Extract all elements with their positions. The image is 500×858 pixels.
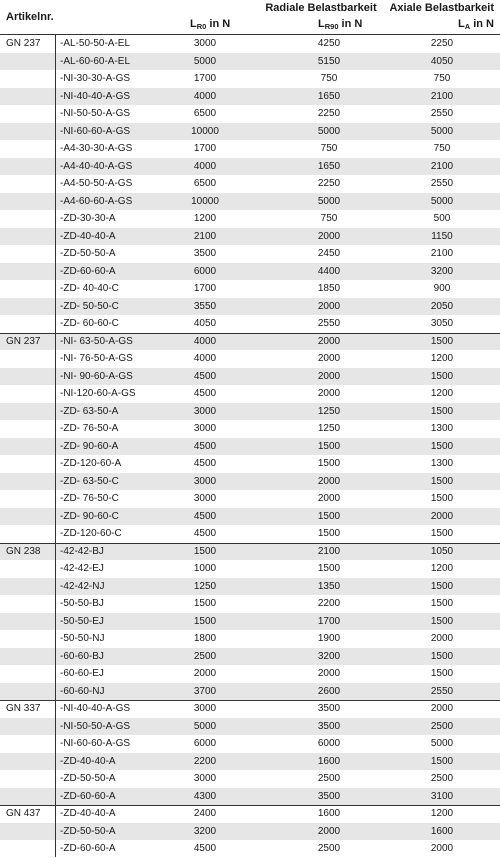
variant-cell: -NI-120-60-A-GS: [60, 388, 136, 399]
lr90-cell: 1600: [317, 755, 341, 767]
lr0-cell: 1250: [193, 580, 217, 592]
variant-cell: -NI- 76-50-A-GS: [60, 353, 133, 364]
table-row: [0, 560, 500, 578]
table-row: [0, 175, 500, 193]
lr0-cell: 6000: [193, 265, 217, 277]
la-cell: 1050: [430, 545, 454, 557]
lr0-cell: 1500: [193, 598, 217, 609]
table-row: [0, 123, 500, 141]
lr90-cell: 2500: [317, 773, 341, 784]
table-row: [0, 385, 500, 403]
lr90-cell: 2000: [317, 825, 341, 837]
lr90-cell: 2450: [317, 248, 341, 259]
lr0-cell: 6000: [193, 738, 217, 749]
table-row: [0, 753, 500, 771]
lr0-cell: 3000: [193, 423, 217, 434]
lr0-cell: 3500: [193, 248, 217, 259]
lr0-cell: 6500: [193, 178, 217, 189]
lr0-cell: 3550: [193, 300, 217, 312]
la-cell: 2550: [430, 108, 454, 119]
lr0-cell: 6500: [193, 108, 217, 119]
lr0-cell: 3700: [193, 685, 217, 697]
variant-cell: -A4-60-60-A-GS: [60, 195, 133, 207]
lr90-cell: 1250: [317, 405, 341, 417]
table-row: [0, 613, 500, 631]
variant-cell: -NI-60-60-A-GS: [60, 125, 131, 137]
table-row: [0, 788, 500, 806]
table-row: [0, 193, 500, 211]
lr0-cell: 2100: [193, 230, 217, 242]
header-lr90: [318, 18, 362, 31]
variant-cell: -ZD- 50-50-C: [60, 300, 119, 312]
table-row: [0, 578, 500, 596]
variant-cell: -NI-50-50-A-GS: [60, 108, 131, 119]
variant-cell: -42-42-NJ: [60, 580, 105, 592]
variant-cell: -ZD- 90-60-C: [60, 510, 119, 522]
table-row: [0, 438, 500, 456]
lr90-cell: 1700: [317, 615, 341, 627]
header-la: [380, 18, 494, 31]
la-cell: 1500: [430, 475, 454, 487]
lr0-cell: 4500: [193, 843, 217, 854]
lr90-cell: 750: [320, 73, 338, 84]
la-cell: 5000: [430, 738, 454, 749]
lr90-cell: 1600: [317, 808, 341, 819]
lr90-cell: 2000: [317, 475, 341, 487]
lr0-cell: 10000: [191, 125, 219, 137]
variant-cell: -42-42-BJ: [60, 545, 104, 557]
la-cell: 1200: [430, 353, 454, 364]
la-cell: 1150: [431, 230, 453, 242]
lr90-cell: 3500: [317, 720, 341, 732]
variant-cell: -ZD-40-40-A: [60, 230, 116, 242]
table-row: [0, 683, 500, 701]
lr0-cell: 4500: [193, 388, 217, 399]
variant-cell: -NI-40-40-A-GS: [60, 703, 131, 714]
lr90-cell: 2250: [317, 108, 341, 119]
la-cell: 1500: [430, 580, 454, 592]
lr0-cell: 1000: [193, 563, 217, 574]
group-cell: GN 237: [6, 38, 41, 49]
table-row: [0, 700, 500, 718]
group-cell: GN 238: [6, 545, 41, 557]
la-cell: 4050: [430, 55, 454, 67]
table-row: [0, 350, 500, 368]
table-row: [0, 805, 500, 823]
group-cell: GN 237: [6, 335, 41, 347]
la-cell: 3100: [430, 790, 454, 802]
lr90-cell: 1500: [317, 563, 341, 574]
table-row: [0, 455, 500, 473]
variant-cell: -A4-30-30-A-GS: [60, 143, 133, 154]
table-row: [0, 70, 500, 88]
lr0-cell: 5000: [193, 720, 217, 732]
lr90-cell: 6000: [317, 738, 341, 749]
table-row: [0, 840, 500, 858]
lr0-cell: 2500: [193, 650, 217, 662]
table-row: [0, 718, 500, 736]
table-row: [0, 298, 500, 316]
header-lr0-unit: in N: [206, 18, 231, 30]
lr0-cell: 4500: [193, 458, 217, 469]
variant-cell: -A4-50-50-A-GS: [60, 178, 133, 189]
table-row: [0, 420, 500, 438]
variant-cell: -ZD-30-30-A: [60, 213, 116, 224]
lr90-cell: 1250: [317, 423, 341, 434]
variant-cell: -NI-60-60-A-GS: [60, 738, 131, 749]
variant-cell: -ZD-60-60-A: [60, 265, 116, 277]
variant-cell: -ZD-50-50-A: [60, 248, 116, 259]
lr0-cell: 4500: [193, 528, 217, 539]
variant-cell: -60-60-EJ: [60, 668, 104, 679]
lr90-cell: 1500: [317, 440, 341, 452]
table-row: [0, 333, 500, 351]
header-la-subscript: A: [464, 22, 471, 31]
header-axial-title: Axiale Belastbarkeit: [389, 2, 494, 14]
table-row: [0, 595, 500, 613]
lr0-cell: 3000: [193, 475, 217, 487]
la-cell: 1500: [430, 335, 454, 347]
lr0-cell: 4500: [193, 510, 217, 522]
variant-cell: -NI- 90-60-A-GS: [60, 370, 133, 382]
lr0-cell: 1500: [193, 545, 217, 557]
la-cell: 2000: [430, 703, 454, 714]
table-body: [0, 35, 500, 858]
table-row: [0, 630, 500, 648]
lr90-cell: 1650: [317, 90, 341, 102]
table-row: [0, 508, 500, 526]
lr0-cell: 1700: [193, 143, 217, 154]
lr90-cell: 5000: [317, 195, 341, 207]
header-artikel: Artikelnr.: [6, 11, 54, 23]
la-cell: 2100: [430, 90, 454, 102]
lr0-cell: 5000: [193, 55, 217, 67]
table-row: [0, 158, 500, 176]
lr0-cell: 1200: [193, 213, 217, 224]
variant-cell: -42-42-EJ: [60, 563, 104, 574]
variant-cell: -ZD-120-60-A: [60, 458, 122, 469]
lr90-cell: 1350: [317, 580, 341, 592]
la-cell: 1200: [430, 808, 454, 819]
lr0-cell: 3000: [193, 405, 217, 417]
lr0-cell: 4050: [193, 318, 217, 329]
table-row: [0, 473, 500, 491]
lr90-cell: 750: [320, 213, 338, 224]
lr0-cell: 3000: [193, 38, 217, 49]
lr0-cell: 3000: [193, 493, 217, 504]
table-row: [0, 735, 500, 753]
lr90-cell: 750: [320, 143, 338, 154]
variant-cell: -50-50-NJ: [60, 633, 105, 644]
lr90-cell: 2600: [317, 685, 341, 697]
variant-cell: -ZD- 60-60-C: [60, 318, 119, 329]
la-cell: 1500: [430, 598, 454, 609]
table-row: [0, 770, 500, 788]
table-row: [0, 490, 500, 508]
variant-cell: -ZD-40-40-A: [60, 808, 116, 819]
lr90-cell: 3500: [317, 703, 341, 714]
la-cell: 750: [433, 143, 451, 154]
lr90-cell: 1850: [317, 283, 341, 294]
la-cell: 2000: [430, 843, 454, 854]
variant-cell: -50-50-BJ: [60, 598, 104, 609]
table-row: [0, 368, 500, 386]
header-lr0-symbol: L: [190, 18, 197, 30]
lr0-cell: 10000: [191, 195, 219, 207]
lr90-cell: 3200: [317, 650, 341, 662]
la-cell: 5000: [430, 125, 454, 137]
lr90-cell: 1650: [317, 160, 341, 172]
la-cell: 1500: [430, 755, 454, 767]
variant-cell: -ZD-50-50-A: [60, 825, 116, 837]
variant-cell: -ZD- 76-50-C: [60, 493, 119, 504]
variant-cell: -ZD- 90-60-A: [60, 440, 119, 452]
la-cell: 1500: [430, 615, 454, 627]
la-cell: 2050: [430, 300, 454, 312]
la-cell: 3050: [430, 318, 454, 329]
header-lr90-unit: in N: [338, 18, 363, 30]
la-cell: 1500: [430, 493, 454, 504]
group-cell: GN 337: [6, 703, 41, 714]
table-row: [0, 403, 500, 421]
header-lr90-subscript: R90: [324, 22, 339, 31]
group-cell: GN 437: [6, 808, 41, 819]
la-cell: 2550: [430, 178, 454, 189]
la-cell: 1300: [430, 423, 454, 434]
lr0-cell: 2200: [193, 755, 217, 767]
variant-cell: -ZD- 40-40-C: [60, 283, 119, 294]
lr90-cell: 5000: [317, 125, 341, 137]
la-cell: 2000: [430, 510, 454, 522]
lr90-cell: 1900: [317, 633, 341, 644]
variant-cell: -ZD-60-60-A: [60, 790, 116, 802]
la-cell: 1300: [430, 458, 454, 469]
la-cell: 1500: [430, 370, 454, 382]
table-row: [0, 245, 500, 263]
lr90-cell: 2000: [317, 353, 341, 364]
la-cell: 2100: [430, 160, 454, 172]
header-lr0-subscript: R0: [196, 22, 207, 31]
lr0-cell: 2000: [193, 668, 217, 679]
group-column-divider: [55, 35, 56, 857]
la-cell: 1600: [430, 825, 454, 837]
variant-cell: -ZD-60-60-A: [60, 843, 116, 854]
lr90-cell: 2250: [317, 178, 341, 189]
table-row: [0, 525, 500, 543]
header-lr0: [190, 18, 230, 31]
table-row: [0, 543, 500, 561]
table-row: [0, 665, 500, 683]
lr90-cell: 2000: [317, 335, 341, 347]
lr0-cell: 1700: [193, 283, 217, 294]
lr90-cell: 2000: [317, 493, 341, 504]
variant-cell: -60-60-BJ: [60, 650, 104, 662]
variant-cell: -ZD-50-50-A: [60, 773, 116, 784]
lr0-cell: 1500: [193, 615, 217, 627]
table-row: [0, 315, 500, 333]
variant-cell: -50-50-EJ: [60, 615, 104, 627]
la-cell: 1500: [430, 440, 454, 452]
la-cell: 1200: [430, 563, 454, 574]
la-cell: 3200: [430, 265, 454, 277]
la-cell: 2000: [430, 633, 454, 644]
la-cell: 1500: [430, 650, 454, 662]
variant-cell: -AL-60-60-A-EL: [60, 55, 131, 67]
lr0-cell: 4000: [193, 353, 217, 364]
lr90-cell: 2000: [317, 230, 341, 242]
lr90-cell: 4400: [317, 265, 341, 277]
lr0-cell: 1800: [193, 633, 217, 644]
variant-cell: -NI-30-30-A-GS: [60, 73, 131, 84]
lr0-cell: 4000: [193, 160, 217, 172]
lr90-cell: 2100: [317, 545, 341, 557]
la-cell: 2100: [430, 248, 454, 259]
lr90-cell: 2000: [317, 370, 341, 382]
la-cell: 1500: [430, 668, 454, 679]
variant-cell: -ZD-120-60-C: [60, 528, 122, 539]
variant-cell: -60-60-NJ: [60, 685, 105, 697]
variant-cell: -A4-40-40-A-GS: [60, 160, 133, 172]
lr90-cell: 2500: [317, 843, 341, 854]
lr90-cell: 4250: [317, 38, 341, 49]
lr90-cell: 1500: [317, 528, 341, 539]
la-cell: 750: [433, 73, 451, 84]
variant-cell: -AL-50-50-A-EL: [60, 38, 131, 49]
la-cell: 2500: [430, 720, 454, 732]
lr0-cell: 4500: [193, 370, 217, 382]
table-row: [0, 140, 500, 158]
header-lr90-symbol: L: [318, 18, 325, 30]
lr0-cell: 4300: [193, 790, 217, 802]
lr0-cell: 4000: [193, 335, 217, 347]
la-cell: 1500: [430, 405, 454, 417]
table-row: [0, 105, 500, 123]
table-header: [0, 0, 500, 34]
lr90-cell: 1500: [317, 458, 341, 469]
la-cell: 900: [433, 283, 451, 294]
table-row: [0, 210, 500, 228]
la-cell: 2250: [430, 38, 454, 49]
lr0-cell: 4000: [193, 90, 217, 102]
variant-cell: -ZD- 76-50-A: [60, 423, 119, 434]
lr0-cell: 3000: [193, 703, 217, 714]
lr0-cell: 3000: [193, 773, 217, 784]
lr0-cell: 1700: [193, 73, 217, 84]
lr90-cell: 2000: [317, 388, 341, 399]
lr0-cell: 3200: [193, 825, 217, 837]
la-cell: 5000: [430, 195, 454, 207]
variant-cell: -ZD- 63-50-C: [60, 475, 119, 487]
variant-cell: -ZD-40-40-A: [60, 755, 116, 767]
lr0-cell: 4500: [193, 440, 217, 452]
table-row: [0, 35, 500, 53]
table-row: [0, 823, 500, 841]
header-radial-title: Radiale Belastbarkeit: [265, 2, 377, 14]
lr90-cell: 3500: [317, 790, 341, 802]
variant-cell: -NI-40-40-A-GS: [60, 90, 131, 102]
lr90-cell: 2550: [317, 318, 341, 329]
lr90-cell: 1500: [317, 510, 341, 522]
la-cell: 1200: [430, 388, 454, 399]
la-cell: 2500: [430, 773, 454, 784]
variant-cell: -ZD- 63-50-A: [60, 405, 119, 417]
table-row: [0, 88, 500, 106]
header-la-symbol: L: [458, 18, 465, 30]
table-row: [0, 648, 500, 666]
lr90-cell: 2000: [317, 300, 341, 312]
lr90-cell: 2000: [317, 668, 341, 679]
lr0-cell: 2400: [193, 808, 217, 819]
table-row: [0, 263, 500, 281]
la-cell: 2550: [430, 685, 454, 697]
variant-cell: -NI-50-50-A-GS: [60, 720, 131, 732]
table-row: [0, 53, 500, 71]
la-cell: 500: [433, 213, 451, 224]
table-row: [0, 228, 500, 246]
variant-cell: -NI- 63-50-A-GS: [60, 335, 133, 347]
header-la-unit: in N: [470, 18, 494, 30]
table-row: [0, 280, 500, 298]
lr90-cell: 2200: [317, 598, 341, 609]
la-cell: 1500: [430, 528, 454, 539]
lr90-cell: 5150: [317, 55, 341, 67]
